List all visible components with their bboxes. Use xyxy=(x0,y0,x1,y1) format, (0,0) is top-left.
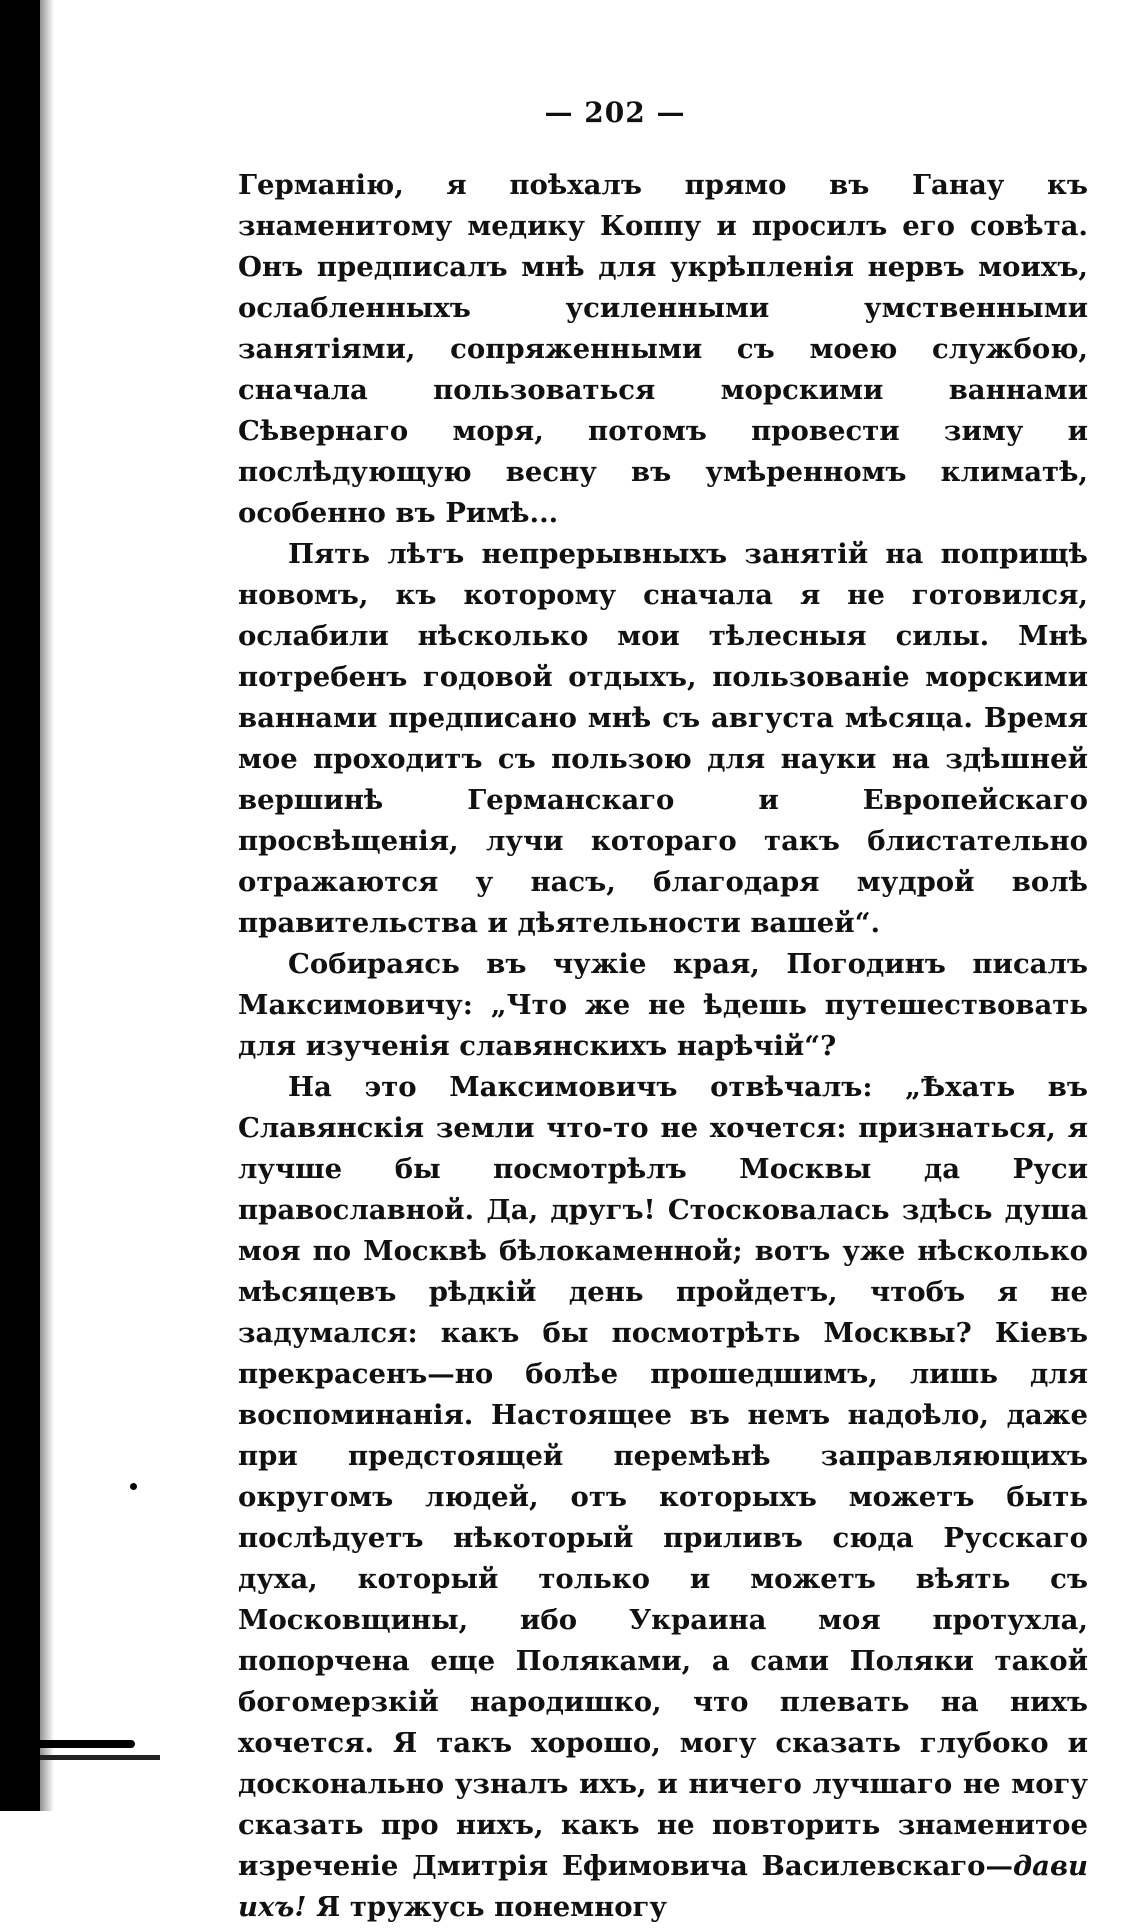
page-number: — 202 — xyxy=(544,96,686,129)
paragraph-4-main: На это Максимовичъ отвѣчалъ: „Ѣхать въ Славянскія земли что-то не хочется: признаться, я лучше бы посмотрѣлъ Москвы да Руси православной. Да, другъ! Стосковалась здѣсь душа моя по Москвѣ бѣлокаменной; вотъ уже нѣсколько мѣсяцевъ рѣдкій день пройдетъ, чтобъ я не задумался: какъ бы посмотрѣть Москвы? Кіевъ прекрасенъ—но болѣе прошедшимъ, лишь для воспоминанія. Настоящее въ немъ надоѣло, даже при предстоящей перемѣнѣ заправляющихъ округомъ людей, отъ которыхъ можетъ быть послѣдуетъ нѣкоторый приливъ сюда Русскаго духа, который только и можетъ вѣять съ Московщины, ибо Украина моя протухла, попорчена еще Поляками, а сами Поляки такой богомерзкій народишко, что плевать на нихъ хочется. Я такъ хорошо, могу сказать глубоко и досконально узналъ ихъ, и ничего лучшаго не могу сказать про нихъ, какъ не повторить знаменитое изреченіе Дмитрія Ефимовича Василевскаго— xyxy=(238,1071,1088,1882)
paragraph-3: Собираясь въ чужіе края, Погодинъ писалъ Максимовичу: „Что же не ѣдешь путешествовать для изученія славянскихъ нарѣчій“? xyxy=(238,948,1088,1062)
paragraph-2: Пять лѣтъ непрерывныхъ занятій на поприщѣ новомъ, къ которому сначала я не готовился, ослабили нѣсколько мои тѣлесныя силы. Мнѣ потребенъ годовой отдыхъ, пользованіе морскими ваннами предписано мнѣ съ августа мѣсяца. Время мое проходитъ съ пользою для науки на здѣшней вершинѣ Германскаго и Европейскаго просвѣщенія, лучи котораго такъ блистательно отражаются у насъ, благодаря мудрой волѣ правительства и дѣятельности вашей“. xyxy=(238,538,1088,939)
binding-edge xyxy=(0,0,40,1811)
paragraph-4 xyxy=(238,1067,1088,1928)
paragraph-4-italic: дави ихъ! xyxy=(238,1850,1088,1923)
binding-shadow xyxy=(40,0,54,1811)
binding-mark xyxy=(40,1740,135,1748)
body-text xyxy=(238,165,1088,1928)
paragraph-continued: Германію, я поѣхалъ прямо въ Ганау къ знаменитому медику Коппу и просилъ его совѣта. Онъ предписалъ мнѣ для укрѣпленія нервъ моихъ, ослабленныхъ усиленными умственными занятіями, сопряженными съ моею службою, сначала пользоваться морскими ваннами Сѣвернаго моря, потомъ провести зиму и послѣдующую весну въ умѣренномъ климатѣ, особенно въ Римѣ... xyxy=(238,169,1088,529)
binding-mark-lower xyxy=(40,1755,160,1760)
paragraph-4-end: Я тружусь понемногу xyxy=(306,1891,668,1923)
ink-speck xyxy=(130,1483,137,1490)
